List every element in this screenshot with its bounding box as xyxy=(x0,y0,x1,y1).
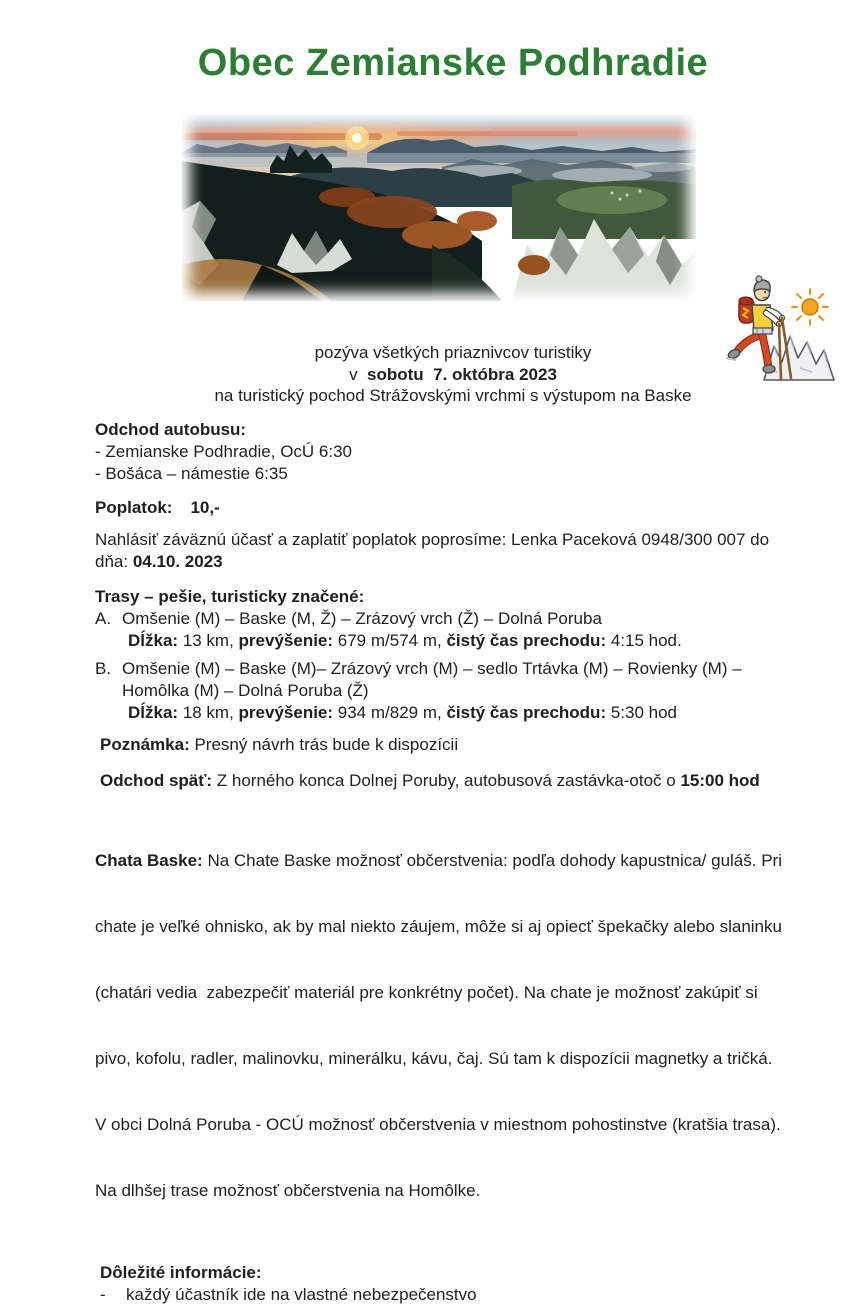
departure-item: - Bošáca – námestie 6:35 xyxy=(95,464,288,483)
route-a-path: Omšenie (M) – Baske (M, Ž) – Zrázový vrch (Ž) – Dolná Poruba xyxy=(122,609,602,628)
invite-date-prefix: v xyxy=(349,364,368,384)
return-time: 15:00 hod xyxy=(680,771,760,790)
fee-value: 10,- xyxy=(190,498,220,517)
return-line: Odchod späť: Z horného konca Dolnej Poruby, autobusová zastávka-otoč o 15:00 hod xyxy=(100,771,760,790)
route-b-detail: Dĺžka: 18 km, prevýšenie: 934 m/829 m, čistý čas prechodu: 5:30 hod xyxy=(128,703,678,722)
page-title: Obec Zemianske Podhradie xyxy=(197,42,709,84)
refreshments-line: Chata Baske: Na Chate Baske možnosť občerstvenia: podľa dohody kapustnica/ guláš. Pri xyxy=(95,851,782,870)
fee-label: Poplatok: xyxy=(95,498,173,517)
invite-line-1: pozýva všetkých priaznivcov turistiky xyxy=(314,343,592,362)
refreshments-label: Chata Baske: xyxy=(95,851,203,870)
deadline-date: 04.10. 2023 xyxy=(132,552,223,571)
departure-item: - Zemianske Podhradie, OcÚ 6:30 xyxy=(95,442,353,461)
routes-heading: Trasy – pešie, turisticky značené: xyxy=(95,587,365,606)
sunset-panorama-image xyxy=(182,115,696,301)
registration-line-2 xyxy=(95,551,847,573)
return-label: Odchod späť: xyxy=(100,771,213,790)
departure-heading: Odchod autobusu: xyxy=(95,420,247,439)
route-b-path-2: Homôlka (M) – Dolná Poruba (Ž) xyxy=(122,681,369,700)
refreshments-line: chate je veľké ohnisko, ak by mal niekto záujem, môže si aj opiecť špekačky alebo slaninku xyxy=(95,917,782,936)
refreshments-line: V obci Dolná Poruba - OCÚ možnosť občerstvenia v miestnom pohostinstve (kratšia trasa). xyxy=(95,1115,781,1134)
invite-line-2 xyxy=(40,364,866,386)
refreshments-line: Na dlhšej trase možnosť občerstvenia na Homôlke. xyxy=(95,1181,481,1200)
fee-line xyxy=(95,497,847,519)
bullet-dash: - xyxy=(100,1285,106,1304)
registration-line-1: Nahlásiť záväznú účasť a zaplatiť poplatok poprosíme: Lenka Paceková 0948/300 007 do xyxy=(95,530,770,549)
route-a-detail: Dĺžka: 13 km, prevýšenie: 679 m/574 m, čistý čas prechodu: 4:15 hod. xyxy=(128,631,682,650)
sun-icon xyxy=(792,289,828,325)
invitation-text xyxy=(40,342,866,407)
knit-cap-icon xyxy=(754,280,770,291)
flyer-body xyxy=(95,419,847,1306)
route-a xyxy=(95,608,847,630)
refreshments-paragraph xyxy=(95,806,847,1246)
event-date: sobotu 7. októbra 2023 xyxy=(367,364,557,384)
route-b xyxy=(95,658,847,680)
mountain-photo xyxy=(182,115,696,301)
route-b-marker: B. xyxy=(95,659,112,678)
important-heading: Dôležité informácie: xyxy=(100,1263,262,1282)
deadline-prefix: dňa: xyxy=(95,552,133,571)
route-a-marker: A. xyxy=(95,609,112,628)
important-item: - každý účastník ide na vlastné nebezpečenstvo xyxy=(95,1284,847,1306)
note-label: Poznámka: xyxy=(100,735,190,754)
note-line: Poznámka: Presný návrh trás bude k dispozícii xyxy=(100,735,459,754)
refreshments-line: pivo, kofolu, radler, malinovku, minerálku, kávu, čaj. Sú tam k dispozícii magnetky a tričká. xyxy=(95,1049,773,1068)
sun xyxy=(352,133,362,143)
invite-line-3: na turistický pochod Strážovskými vrchmi s výstupom na Baske xyxy=(214,386,692,405)
route-b-path-1: Omšenie (M) – Baske (M)– Zrázový vrch (M) – sedlo Trtávka (M) – Rovienky (M) – xyxy=(122,659,742,678)
refreshments-line: (chatári vedia zabezpečiť materiál pre konkrétny počet). Na chate je možnosť zakúpiť si xyxy=(95,983,758,1002)
